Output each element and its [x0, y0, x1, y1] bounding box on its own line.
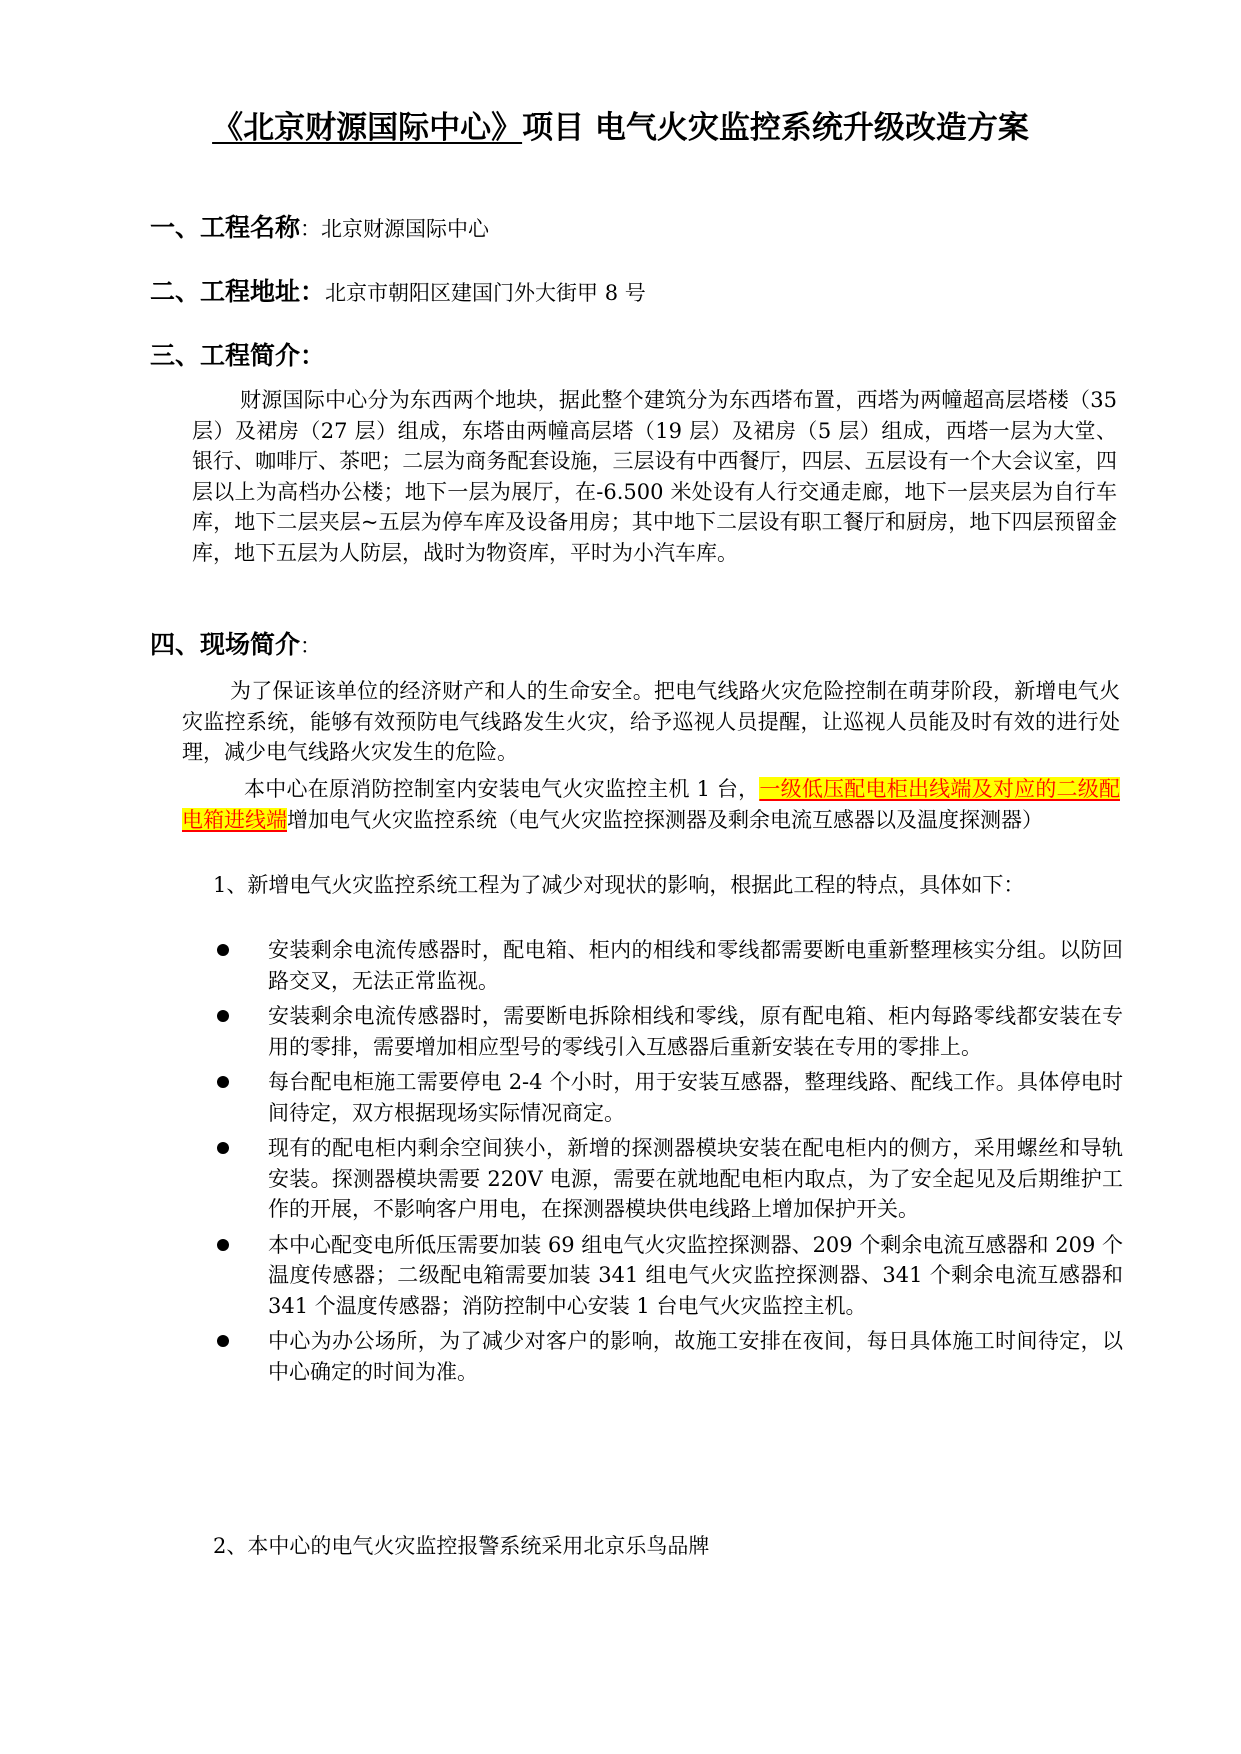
intro-paragraph: 财源国际中心分为东西两个地块，据此整个建筑分为东西塔布置，西塔为两幢超高层塔楼（35 层）及裙房（27 层）组成，东塔由两幢高层塔（19 层）及裙房（5 层）组成，西塔一层为大堂、银行、咖啡厅、茶吧；二层为商务配套设施，三层设有中西餐厅，四层、五层设有一个大会议室，四层以上为高档办公楼；地下一层为展厅，在-6.500 米处设有人行交通走廊，地下一层夹层为自行车库，地下二层夹层~五层为停车库及设备用房；其中地下二层设有职工餐厅和厨房，地下四层预留金库，地下五层为人防层，战时为物资库，平时为小汽车库。 [192, 388, 1117, 565]
section-value: 北京财源国际中心 [321, 217, 490, 241]
section-heading: 二、工程地址： [150, 277, 326, 306]
item-2-text: 2、本中心的电气火灾监控报警系统采用北京乐鸟品牌 [213, 1534, 710, 1558]
bullet-icon [217, 1335, 229, 1347]
list-item-text: 本中心配变电所低压需要加装 69 组电气火灾监控探测器、209 个剩余电流互感器和 209 个温度传感器；二级配电箱需要加装 341 组电气火灾监控探测器、341 个剩余电流互感器和 341 个温度传感器；消防控制中心安装 1 台电气火灾监控主机。 [268, 1232, 1123, 1318]
list-item [213, 1133, 1123, 1225]
bullet-icon [217, 1076, 229, 1088]
section-project-intro [150, 338, 325, 374]
list-item [213, 1326, 1123, 1387]
list-item-text: 每台配电柜施工需要停电 2-4 个小时，用于安装互感器，整理线路、配线工作。具体停电时间待定，双方根据现场实际情况商定。 [268, 1070, 1123, 1125]
section-site-intro [150, 627, 321, 664]
center-paragraph-after: 增加电气火灾监控系统（电气火灾监控探测器及剩余电流互感器以及温度探测器） [287, 807, 1043, 832]
bullet-icon [217, 1239, 229, 1251]
section-project-name [150, 210, 489, 247]
list-item-text: 安装剩余电流传感器时，配电箱、柜内的相线和零线都需要断电重新整理核实分组。以防回路交叉，无法正常监视。 [268, 938, 1123, 993]
document-title [0, 106, 1241, 150]
list-item [213, 1230, 1123, 1322]
list-item-text: 现有的配电柜内剩余空间狭小，新增的探测器模块安装在配电柜内的侧方，采用螺丝和导轨安装。探测器模块需要 220V 电源，需要在就地配电柜内取点，为了安全起见及后期维护工作的开展，不影响客户用电，在探测器模块供电线路上增加保护开关。 [268, 1136, 1123, 1221]
center-paragraph-before: 本中心在原消防控制室内安装电气火灾监控主机 1 台， [244, 777, 760, 801]
item-1-intro: 1、新增电气火灾监控系统工程为了减少对现状的影响，根据此工程的特点，具体如下： [213, 873, 1025, 897]
highlighted-text: 一级低压配电柜出线端及对应的二级配电箱进线端 [182, 777, 1120, 832]
bullet-icon [217, 944, 229, 956]
section-heading: 一、工程名称 [150, 213, 301, 242]
section-value: 北京市朝阳区建国门外大街甲 8 号 [325, 281, 646, 305]
title-rest: 项目 电气火灾监控系统升级改造方案 [522, 110, 1029, 146]
bullet-list [213, 935, 1123, 1392]
center-paragraph [182, 774, 1120, 835]
bullet-icon [217, 1142, 229, 1154]
title-project-name: 《北京财源国际中心》 [212, 110, 523, 146]
section-separator: ： [300, 217, 322, 241]
list-item [213, 935, 1123, 996]
list-item-text: 安装剩余电流传感器时，需要断电拆除相线和零线，原有配电箱、柜内每路零线都安装在专用的零排，需要增加相应型号的零线引入互感器后重新安装在专用的零排上。 [268, 1004, 1123, 1059]
site-paragraph: 为了保证该单位的经济财产和人的生命安全。把电气线路火灾危险控制在萌芽阶段，新增电气火灾监控系统，能够有效预防电气线路发生火灾，给予巡视人员提醒，让巡视人员能及时有效的进行处理，减少电气线路火灾发生的危险。 [182, 679, 1120, 764]
section-heading: 三、工程简介： [150, 341, 326, 370]
section-separator: ： [300, 634, 322, 658]
list-item [213, 1001, 1123, 1062]
bullet-icon [217, 1010, 229, 1022]
list-item [213, 1067, 1123, 1128]
list-item-text: 中心为办公场所，为了减少对客户的影响，故施工安排在夜间，每日具体施工时间待定，以中心确定的时间为准。 [268, 1329, 1123, 1384]
section-project-address [150, 274, 646, 311]
section-heading: 四、现场简介 [150, 630, 301, 659]
